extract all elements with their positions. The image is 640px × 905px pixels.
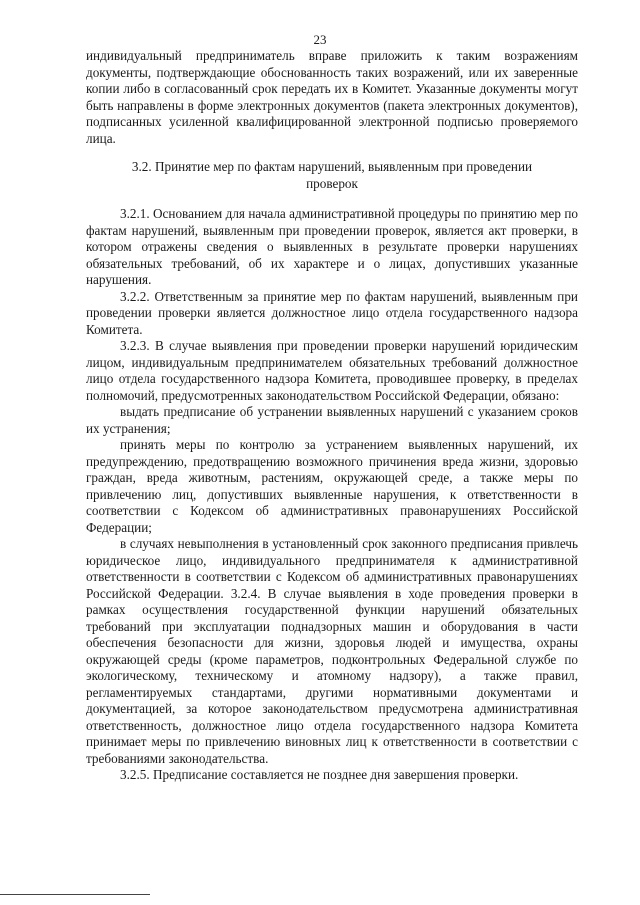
list-item-issue-order: выдать предписание об устранении выявленных нарушений с указанием сроков их устранения; xyxy=(86,404,578,436)
paragraph-3-2-3: 3.2.3. В случае выявления при проведении проверки нарушений юридическим лицом, индивидуальным предпринимателем обязательных требований должностное лицо отдела государственного надзора Комитета, проводившее проверку, в пределах полномочий, предусмотренных законодательством Российской Федерации, обязано: xyxy=(86,338,578,403)
paragraph-3-2-1: 3.2.1. Основанием для начала административной процедуры по принятию мер по фактам нарушений, выявленным при проведении проверок, является акт проверки, в котором отражены сведения о выявленных в результате проверки нарушениях обязательных требований, об их характере и о лицах, допустивших указанные нарушения. xyxy=(86,206,578,287)
bottom-rule xyxy=(0,894,150,895)
document-body xyxy=(86,48,578,784)
paragraph-3-2-5: 3.2.5. Предписание составляется не позднее дня завершения проверки. xyxy=(120,767,519,782)
page-number: 23 xyxy=(313,32,327,47)
list-item-prosecute: в случаях невыполнения в установленный срок законного предписания привлечь юридическое лицо, индивидуального предпринимателя к административной ответственности в соответствии с Кодексом об административных правонарушениях Российской Федерации. 3.2.4. В случае выявления в ходе проведения проверки в рамках осуществления государственной функции нарушений обязательных требований при эксплуатации поднадзорных машин и оборудования в части обеспечения безопасности для жизни, здоровья людей и имущества, охраны окружающей среды (кроме параметров, подконтрольных Федеральной службе по экологическому, техническому и атомному надзору), а также правил, регламентируемых стандартами, другими нормативными документами и документацией, за которое законодательством предусмотрена административная ответственность, должностное лицо отдела государственного надзора Комитета принимает меры по привлечению виновных лиц к ответственности в соответствии с требованиями законодательства. xyxy=(86,536,578,766)
list-item-take-measures: принять меры по контролю за устранением выявленных нарушений, их предупреждению, предотвращению возможного причинения вреда жизни, здоровью граждан, вреда животным, растениям, окружающей среде, а также меры по привлечению лиц, допустивших выявленные нарушения, к ответственности в соответствии с Кодексом об административных правонарушениях Российской Федерации; xyxy=(86,437,578,535)
section-heading: 3.2. Принятие мер по фактам нарушений, выявленным при проведении проверок xyxy=(131,159,533,191)
paragraph-continuation: индивидуальный предприниматель вправе приложить к таким возражениям документы, подтверждающие обоснованность таких возражений, или их заверенные копии либо в согласованный срок передать их в Комитет. Указанные документы могут быть направлены в форме электронных документов (пакета электронных документов), подписанных усиленной квалифицированной электронной подписью проверяемого лица. xyxy=(86,48,578,146)
paragraph-3-2-2: 3.2.2. Ответственным за принятие мер по фактам нарушений, выявленным при проведении проверки является должностное лицо отдела государственного надзора Комитета. xyxy=(86,288,578,337)
